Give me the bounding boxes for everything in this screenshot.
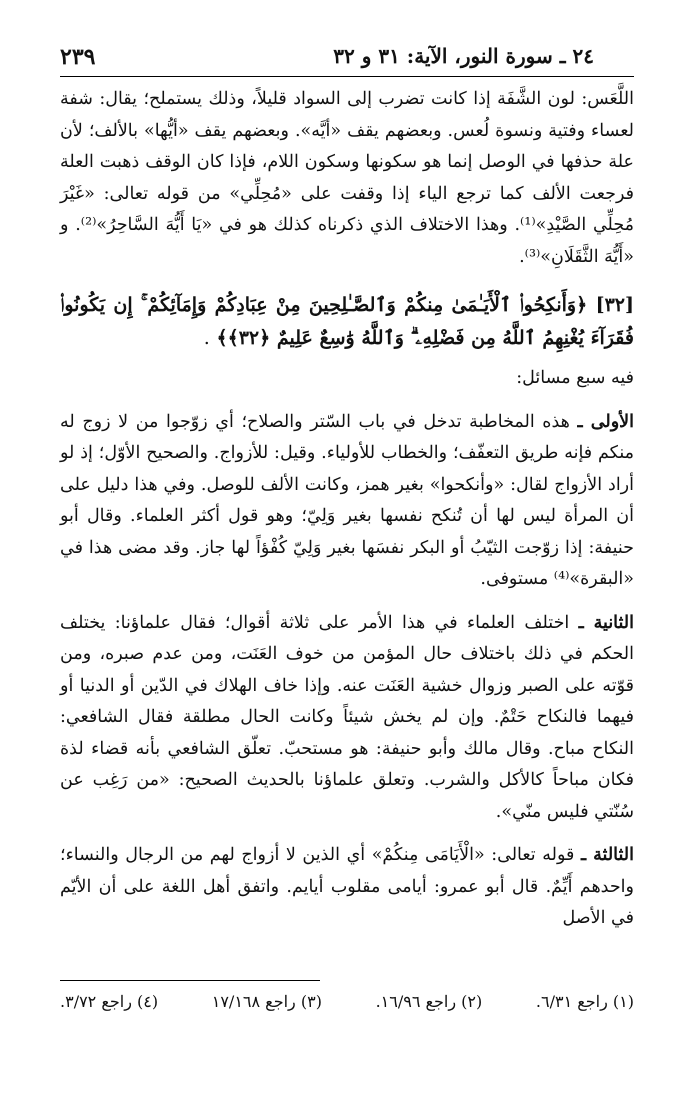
running-title: ٢٤ ـ سورة النور، الآية: ٣١ و ٣٢ bbox=[333, 44, 594, 68]
issue-first bbox=[60, 407, 634, 596]
footnote-2: (٢) راجع ١٦/٩٦. bbox=[375, 992, 483, 1011]
footnote-rule bbox=[60, 980, 320, 981]
footnote-1: (١) راجع ٦/٣١. bbox=[535, 992, 634, 1011]
issue-first-lead: الأولى ـ bbox=[577, 411, 634, 432]
header-rule bbox=[60, 76, 634, 77]
verse-number: [٣٢] bbox=[595, 294, 634, 316]
issue-third-text: قوله تعالى: «الْأَيَامَى مِنكُمْ» أي الذين لا أزواج لهم من الرجال والنساء؛ واحدهم أَيِّمٌ. قال أبو عمرو: أيامى مقلوب أيايم. واتفق أهل اللغة على أن الأيّم في الأصل bbox=[60, 845, 634, 928]
issue-second bbox=[60, 608, 634, 829]
footnote-4: (٤) راجع ٣/٧٢. bbox=[60, 992, 159, 1011]
footnotes bbox=[60, 992, 634, 1011]
page-number: ٢٣٩ bbox=[60, 44, 96, 70]
issue-second-text: اختلف العلماء في هذا الأمر على ثلاثة أقوال؛ فقال علماؤنا: يختلف الحكم في ذلك باختلاف حال المؤمن من خوف العَنَت، ومن عدم صبره، ومن قوّته على الصبر وزوال خشية العَنَت عنه. وإذا خاف الهلاك في الدّين أو الدنيا أو فيهما فالنكاح حَتْمٌ. وإن لم يخش شيئاً وكانت الحال مطلقة فقال الشافعي: النكاح مباح. وقال مالك وأبو حنيفة: هو مستحبّ. تعلّق الشافعي بأنه قضاء لذة فكان مباحاً كالأكل والشرب. وتعلق علماؤنا بالحديث الصحيح: «من رَغِب عن سُنّتي فليس منّي». bbox=[60, 612, 634, 822]
issues-intro: فيه سبع مسائل: bbox=[516, 368, 634, 388]
issue-third-lead: الثالثة ـ bbox=[580, 845, 634, 865]
footnote-3: (٣) راجع ١٧/١٦٨ bbox=[211, 992, 322, 1011]
issue-third bbox=[60, 840, 634, 935]
verse-text: ﴿وَأَنكِحُوا۟ ٱلْأَيَـٰمَىٰ مِنكُمْ وَٱلصَّـٰلِحِينَ مِنْ عِبَادِكُمْ وَإِمَآئِكُمْ ۚ إِن يَكُونُوا۟ فُقَرَآءَ يُغْنِهِمُ ٱللَّهُ مِن فَضْلِهِۦ ۗ وَٱللَّهُ وَٰسِعٌ عَلِيمٌ ﴿٣٢﴾﴾ bbox=[60, 294, 634, 349]
issue-first-text: هذه المخاطبة تدخل في باب السّتر والصلاح؛ أي زوّجوا من لا زوج له منكم فإنه طريق التعفّف؛ والخطاب للأولياء. وقيل: للأزواج. والصحيح الأوّل؛ إذ لو أراد الأزواج لقال: «وأنكحوا» بغير همز، وكانت الألف للوصل. وفي هذا دليل على أن المرأة ليس لها أن تُنكح نفسها بغير وَلِيّ؛ وهو قول أكثر العلماء. وقال أبو حنيفة: إذا زوّجت الثيّبُ أو البكر نفسَها بغير وَلِيّ كُفْؤاً لها جاز. وقد مضى هذا في «البقرة»⁽⁴⁾ مستوفى. bbox=[60, 411, 634, 589]
issue-second-lead: الثانية ـ bbox=[578, 612, 634, 633]
quran-verse bbox=[60, 289, 634, 355]
verse-end: . bbox=[203, 327, 210, 349]
paragraph-lugha: اللَّعَس: لون الشَّفَة إذا كانت تضرب إلى السواد قليلاً، وذلك يستملح؛ يقال: شفة لعساء وفتية ونسوة لُعس. وبعضهم يقف «أيَّه». وبعضهم يقف «أيُّها» بالألف؛ لأن علة حذفها في الوصل إنما هو سكونها وسكون اللام، فإذا كان الوقف ذهبت العلة فرجعت الألف كما ترجع الياء إذا وقفت على «مُحِلِّي» من قوله تعالى: «غَيْرَ مُحِلِّي الصَّيْدِ»⁽¹⁾. وهذا الاختلاف الذي ذكرناه كذلك هو في «يَا أَيُّهَ السَّاحِرُ»⁽²⁾. و «أَيُّهَ الثَّقَلَانِ»⁽³⁾. bbox=[60, 89, 634, 267]
page-header bbox=[60, 42, 634, 74]
main-text bbox=[60, 84, 634, 935]
